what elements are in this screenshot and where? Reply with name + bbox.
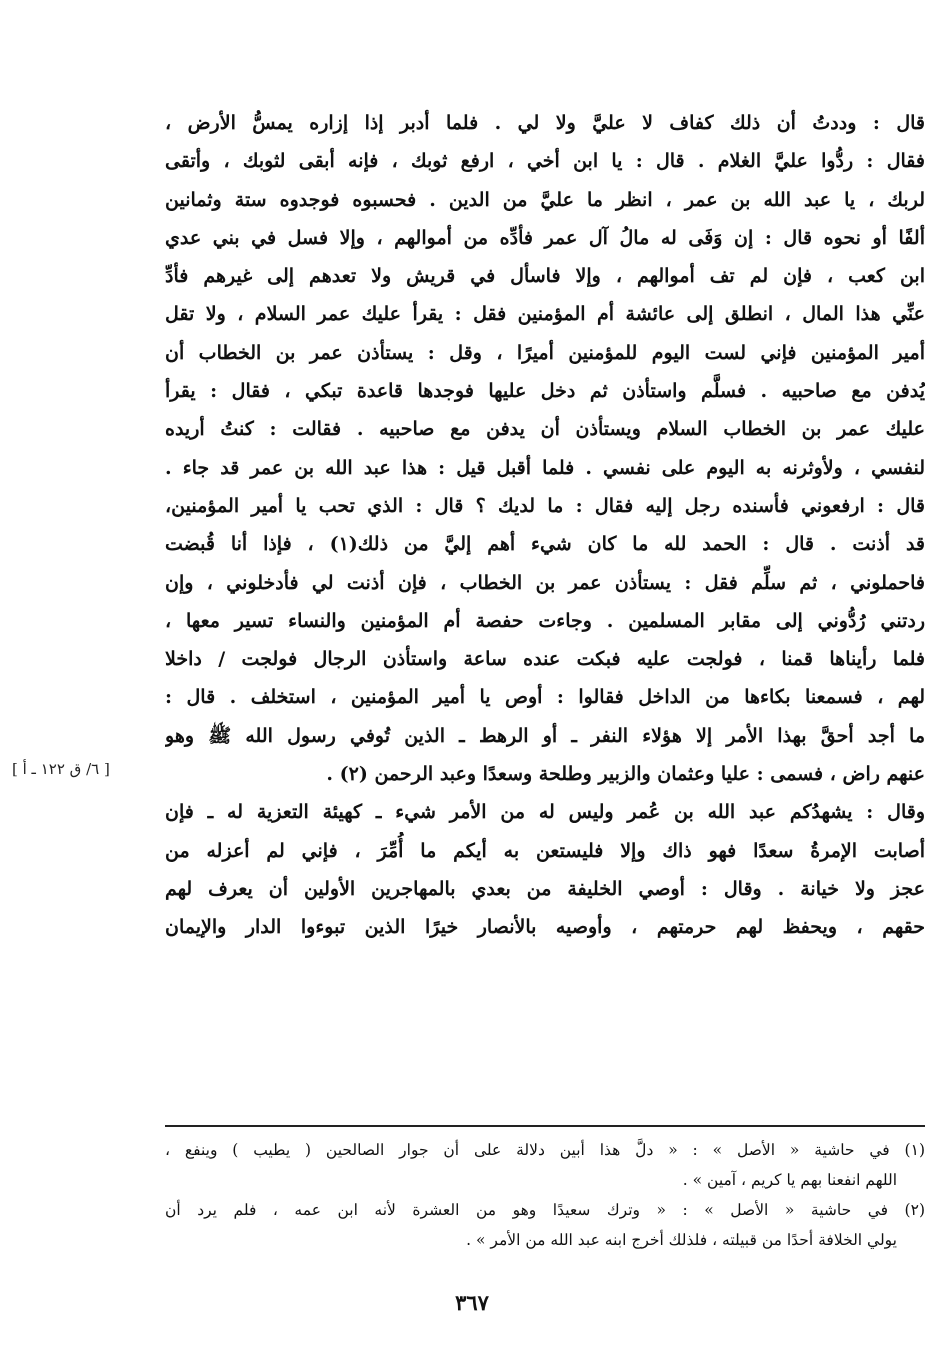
footnote-line: (٢) في حاشية « الأصل » : « وترك سعيدًا وهو من العشرة لأنه ابن عمه ، فلم يرد أن xyxy=(165,1201,925,1219)
text-line: لربك ، يا عبد الله بن عمر ، انظر ما عليَّ من الدين . فحسبوه فوجدوه ستة وثمانين xyxy=(165,188,925,211)
text-line: فاحملوني ، ثم سلِّم فقل : يستأذن عمر بن الخطاب ، فإن أذنت لي فأدخلوني ، وإن xyxy=(165,571,925,594)
text-line: ردتني رُدُّوني إلى مقابر المسلمين . وجاءت حفصة أم المؤمنين والنساء تسير معها ، xyxy=(165,609,925,632)
footnote-line: يولي الخلافة أحدًا من قبيلته ، فلذلك أخرج ابنه عبد الله من الأمر » . xyxy=(466,1231,897,1249)
main-text-block xyxy=(165,104,925,947)
text-line: عليك عمر بن الخطاب السلام ويستأذن أن يدفن مع صاحبيه . فقالت : كنتُ أريده xyxy=(165,418,925,441)
manuscript-folio-marker: [ ٦/ ق ١٢٢ ـ أ ] xyxy=(12,760,110,778)
text-line: عنهم راض ، فسمى : عليا وعثمان والزبير وطلحة وسعدًا وعبد الرحمن (٢) . xyxy=(326,763,925,786)
text-line: عنِّي هذا المال ، انطلق إلى عائشة أم المؤمنين فقل : يقرأ عليك عمر السلام ، ولا تقل xyxy=(165,303,925,326)
text-line: لهم ، فسمعنا بكاءها من الداخل فقالوا : أوص يا أمير المؤمنين ، استخلف . قال : xyxy=(165,686,925,709)
text-line: ما أجد أحقَّ بهذا الأمر إلا هؤلاء النفر ـ أو الرهط ـ الذين تُوفي رسول الله ﷺ وهو xyxy=(165,724,925,747)
footnote-line: اللهم انفعنا بهم يا كريم ، آمين » . xyxy=(682,1171,897,1189)
page-number: ٣٦٧ xyxy=(455,1290,489,1315)
text-line: حقهم ، ويحفظ لهم حرمتهم ، وأوصيه بالأنصار خيرًا الذين تبوءوا الدار والإيمان xyxy=(165,916,925,939)
footnote-line: (١) في حاشية « الأصل » : « دلَّ هذا أبين دلالة على أن جوار الصالحين ( يطيب ) وينفع ، xyxy=(165,1141,925,1159)
text-line: قال : وددتُ أن ذلك كفاف لا عليَّ ولا لي . فلما أدبر إذا إزاره يمسُّ الأرض ، xyxy=(165,112,925,134)
text-line: قال : ارفعوني فأسنده رجل إليه فقال : ما لديك ؟ قال : الذي تحب يا أمير المؤمنين، xyxy=(165,494,925,517)
text-line: فلما رأيناها قمنا ، فولجت عليه فبكت عنده ساعة واستأذن الرجال فولجت / داخلا xyxy=(165,648,925,671)
text-line: فقال : ردُّوا عليَّ الغلام . قال : يا ابن أخي ، ارفع ثوبك ، فإنه أبقى لثوبك ، وأتقى xyxy=(165,150,925,173)
text-line: أمير المؤمنين فإني لست اليوم للمؤمنين أميرًا ، وقل : يستأذن عمر بن الخطاب أن xyxy=(165,341,925,364)
footnotes-block xyxy=(165,1135,925,1255)
footnote-divider xyxy=(165,1125,925,1127)
text-line: يُدفن مع صاحبيه . فسلَّم واستأذن ثم دخل عليها فوجدها قاعدة تبكي ، فقال : يقرأ xyxy=(165,380,925,403)
text-line: لنفسي ، ولأوثرنه به اليوم على نفسي . فلما أقبل قيل : هذا عبد الله بن عمر قد جاء . xyxy=(165,456,925,479)
text-line: عجز ولا خيانة . وقال : أوصي الخليفة من بعدي بالمهاجرين الأولين أن يعرف لهم xyxy=(165,877,925,900)
text-line: أصابت الإمرةُ سعدًا فهو ذاك وإلا فليستعن به أيكم ما أُمِّرَ ، فإني لم أعزله من xyxy=(165,839,925,862)
text-line: ابن كعب ، فإن لم تف أموالهم ، وإلا فاسأل في قريش ولا تعدهم إلى غيرهم فأدِّ xyxy=(165,265,925,288)
text-line: قد أذنت . قال : الحمد لله ما كان شيء أهم إليَّ من ذلك(١) ، فإذا أنا قُبضت xyxy=(165,533,925,556)
text-line: ألفًا أو نحوه قال : إن وَفَى له مالُ آل عمر فأدِّه من أموالهم ، وإلا فسل في بني عدي xyxy=(165,226,925,249)
text-line: وقال : يشهدُكم عبد الله بن عُمر وليس له من الأمر شيء ـ كهيئة التعزية له ـ فإن xyxy=(165,801,925,824)
